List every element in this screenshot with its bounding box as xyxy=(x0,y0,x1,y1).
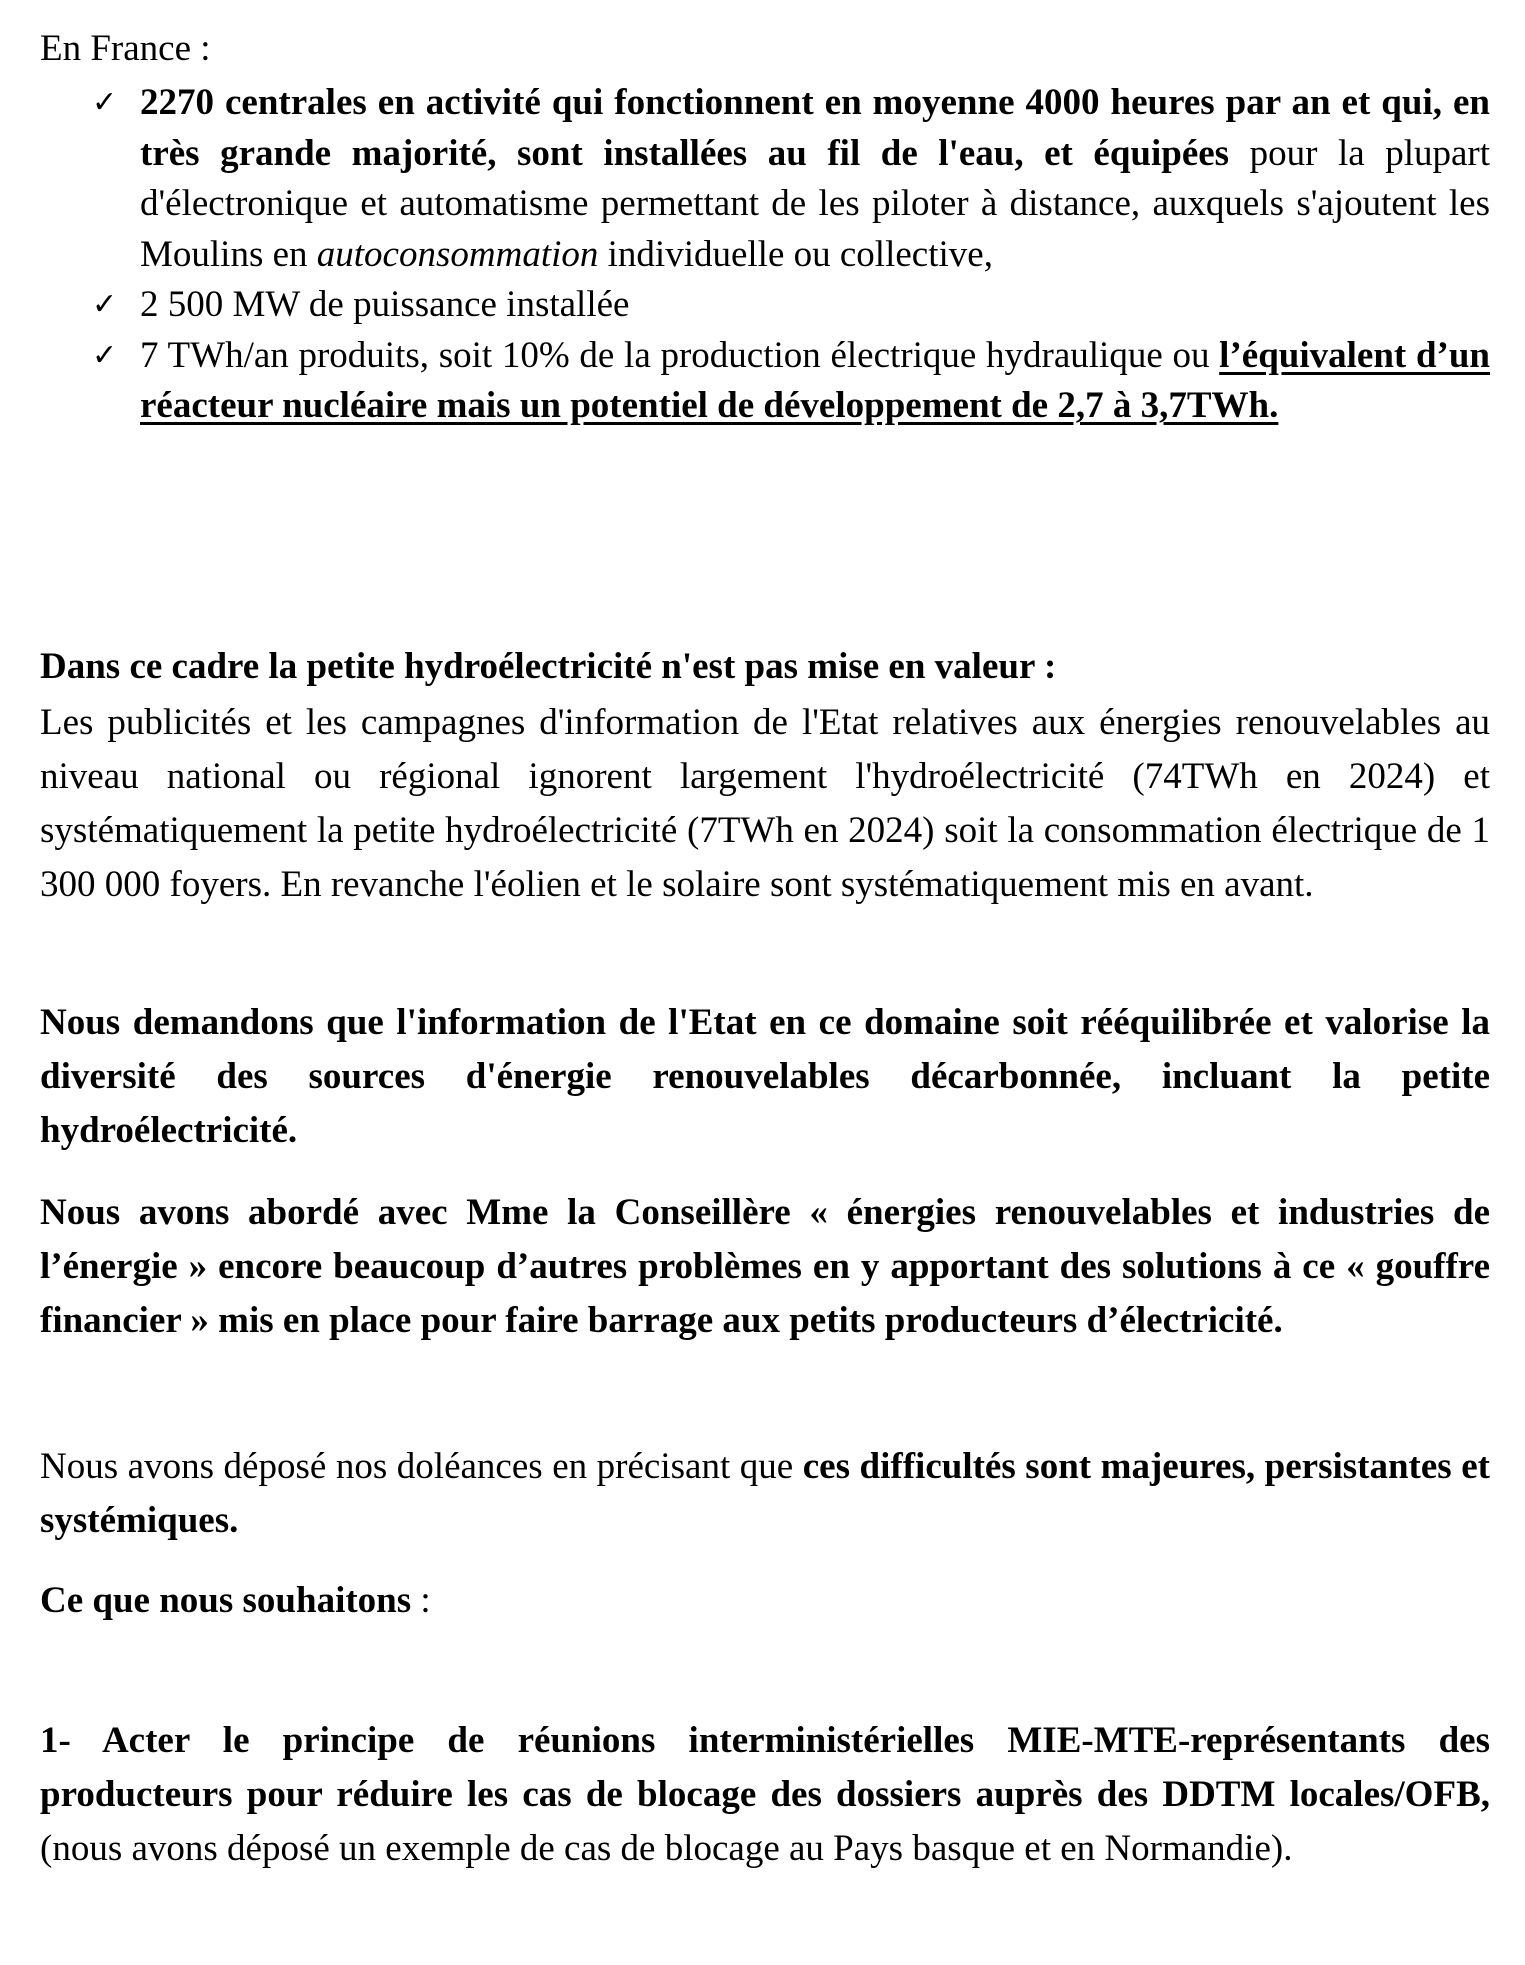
bullet-text: pour la plupart d'électronique et automatisme permettant de les piloter à distance, auxquels s'ajoutent les Moulins en xyxy=(140,132,1490,275)
wishes-heading-colon: : xyxy=(411,1580,431,1621)
list-item xyxy=(40,280,1490,331)
check-mark-icon: ✓ xyxy=(92,337,118,373)
bullet-bold-text: 2270 centrales en activité qui fonctionnent en moyenne 4000 heures par an et qui, en très grande majorité, sont installées au fil de l'eau, et équipées xyxy=(140,82,1490,174)
facts-list xyxy=(40,78,1490,432)
list-item xyxy=(40,331,1490,432)
check-mark-icon: ✓ xyxy=(92,287,118,322)
wishes-heading-bold: Ce que nous souhaitons xyxy=(40,1580,412,1621)
intro-text: En France : xyxy=(40,28,211,69)
bullet-italic-text: autoconsommation xyxy=(316,233,599,275)
list-item xyxy=(40,78,1490,280)
paragraph-meeting: Nous avons abordé avec Mme la Conseillère « énergies renouvelables et industries de l’énergie » encore beaucoup d’autres problèmes en y apportant des solutions à ce « gouffre financier » mis en place pour faire barrage aux petits producteurs d’électricité. xyxy=(40,1192,1490,1341)
wishes-heading xyxy=(40,1574,1490,1628)
wish-item-text: (nous avons déposé un exemple de cas de blocage au Pays basque et en Normandie). xyxy=(40,1828,1293,1869)
wish-item-bold-text: 1- Acter le principe de réunions interministérielles MIE-MTE-représentants des producteurs pour réduire les cas de blocage des dossiers auprès des DDTM locales/OFB, xyxy=(40,1720,1490,1815)
paragraph-grievances xyxy=(40,1440,1490,1548)
grievances-text: Nous avons déposé nos doléances en précisant que xyxy=(40,1446,803,1487)
section-heading: Dans ce cadre la petite hydroélectricité n'est pas mise en valeur : xyxy=(40,646,1057,687)
check-mark-icon: ✓ xyxy=(92,85,118,120)
bullet-tail-text: individuelle ou collective, xyxy=(598,233,993,275)
bullet-emphasis-text: l’équivalent d’un réacteur nucléaire mais un potentiel de développement de 2,7 à 3,7TWh. xyxy=(140,334,1490,426)
paragraph-advertising: Les publicités et les campagnes d'information de l'Etat relatives aux énergies renouvelables au niveau national ou régional ignorent largement l'hydroélectricité (74TWh en 2024) et systématiquement la petite hydroélectricité (7TWh en 2024) soit la consommation électrique de 1 300 000 foyers. En revanche l'éolien et le solaire sont systématiquement mis en avant. xyxy=(40,702,1490,905)
paragraph-request: Nous demandons que l'information de l'Etat en ce domaine soit rééquilibrée et valorise la diversité des sources d'énergie renouvelables décarbonnée, incluant la petite hydroélectricité. xyxy=(40,1002,1490,1151)
bullet-text: 2 500 MW de puissance installée xyxy=(140,284,630,325)
wish-item-1 xyxy=(40,1714,1490,1876)
grievances-bold-text: ces difficultés sont majeures, persistantes et systémiques. xyxy=(40,1446,1490,1541)
bullet-text: 7 TWh/an produits, soit 10% de la production électrique hydraulique ou xyxy=(140,334,1220,376)
